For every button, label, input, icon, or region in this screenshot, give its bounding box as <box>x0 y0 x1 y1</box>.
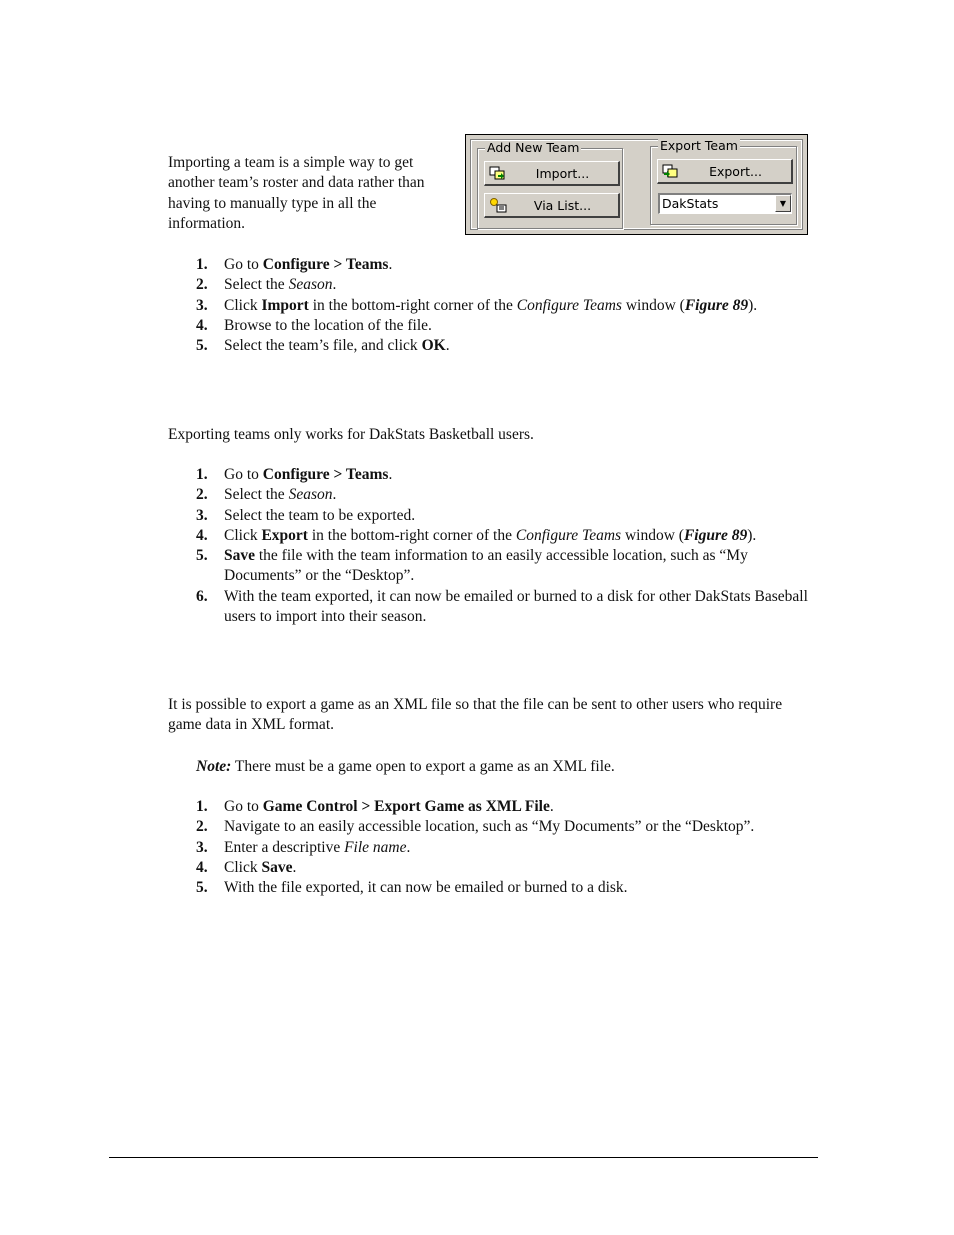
step-bold-text: Configure > Teams <box>262 466 389 483</box>
step-number: 1. <box>196 256 208 273</box>
step-number: 1. <box>196 798 208 815</box>
export-format-value: DakStats <box>662 196 719 211</box>
step-number: 2. <box>196 818 208 836</box>
step-number: 5. <box>196 337 208 355</box>
step-number: 5. <box>196 879 208 897</box>
via-list-button-label: Via List... <box>533 197 592 213</box>
step-text: . <box>406 838 411 856</box>
list-item <box>168 275 828 295</box>
list-item <box>168 506 828 526</box>
step-text: Select the <box>224 486 289 504</box>
step-italic-text: Season <box>288 276 333 294</box>
step-text: window ( <box>621 526 684 544</box>
list-item <box>168 878 828 898</box>
export-format-select[interactable] <box>658 193 792 214</box>
step-text: . <box>445 337 450 355</box>
step-text: Select the <box>224 276 289 294</box>
step-text: Click <box>224 526 262 544</box>
list-item <box>168 587 828 628</box>
step-text: ). <box>747 526 757 544</box>
step-number: 2. <box>196 276 208 294</box>
list-item <box>168 255 828 275</box>
list-item <box>168 546 828 587</box>
step-text: . <box>388 466 393 483</box>
add-new-team-label: Add New Team <box>487 140 580 155</box>
step-text: With the file exported, it can now be emailed or burned to a disk. <box>224 879 628 897</box>
step-text: Go to <box>224 466 263 483</box>
step-text: Select the team’s file, and click <box>224 337 422 355</box>
step-text: Select the team to be exported. <box>224 506 416 524</box>
step-figure-ref: Figure 89 <box>683 526 748 544</box>
step-text: . <box>549 798 554 815</box>
list-item <box>168 336 828 356</box>
add-list-icon <box>489 197 507 213</box>
list-item <box>168 817 828 837</box>
step-italic-text: File name <box>344 838 407 856</box>
step-italic-text: Configure Teams <box>515 526 622 544</box>
step-number: 2. <box>196 486 208 504</box>
export-icon <box>662 163 680 179</box>
step-number: 6. <box>196 587 208 605</box>
step-text: . <box>388 256 393 273</box>
step-text: With the team exported, it can now be emailed or burned to a disk for other DakStats Baseball users to import into their season. <box>224 587 808 626</box>
import-icon <box>489 165 507 181</box>
step-bold-text: Game Control > Export Game as XML File <box>262 798 550 815</box>
step-bold-text: Save <box>224 547 255 565</box>
step-figure-ref: Figure 89 <box>684 296 749 314</box>
step-number: 4. <box>196 858 208 876</box>
import-button[interactable] <box>484 161 620 186</box>
step-text: Go to <box>224 256 263 273</box>
footer-rule <box>109 1157 818 1158</box>
import-steps-list <box>168 255 828 356</box>
step-italic-text: Season <box>288 486 333 504</box>
step-text: window ( <box>621 296 685 314</box>
step-bold-text: Configure > Teams <box>262 256 389 273</box>
step-number: 3. <box>196 296 208 314</box>
xml-intro-paragraph: It is possible to export a game as an XML file so that the file can be sent to other users who require game data in XML format. <box>168 696 783 734</box>
export-team-group <box>650 138 797 225</box>
list-item <box>168 485 828 505</box>
export-team-label: Export Team <box>660 138 738 153</box>
list-item <box>168 858 828 878</box>
list-item <box>168 838 828 858</box>
step-text: Enter a descriptive <box>224 838 345 856</box>
team-import-export-dialog <box>465 134 808 235</box>
import-intro-paragraph: Importing a team is a simple way to get another team’s roster and data rather than having to manually type in all the information. <box>168 154 425 232</box>
step-text: the file with the team information to an easily accessible location, such as “My Documents” or the “Desktop”. <box>224 547 748 585</box>
step-text: Navigate to an easily accessible location, such as “My Documents” or the “Desktop”. <box>224 818 755 836</box>
step-text: ). <box>748 296 758 314</box>
step-text: . <box>332 486 337 504</box>
note-text: There must be a game open to export a game as an XML file. <box>231 758 615 775</box>
step-text: Click <box>224 296 262 314</box>
step-bold-text: Export <box>261 526 308 544</box>
list-item <box>168 797 828 817</box>
step-number: 3. <box>196 838 208 856</box>
step-number: 1. <box>196 466 208 483</box>
via-list-button[interactable] <box>484 193 620 218</box>
step-bold-text: OK <box>421 337 446 355</box>
step-number: 3. <box>196 506 208 524</box>
list-item <box>168 526 828 546</box>
export-button-label: Export... <box>709 163 762 179</box>
step-bold-text: Save <box>261 858 293 876</box>
step-text: Click <box>224 858 262 876</box>
step-text: . <box>292 858 297 876</box>
export-steps-list <box>168 465 828 627</box>
step-text: in the bottom-right corner of the <box>308 296 517 314</box>
step-number: 4. <box>196 316 208 334</box>
step-italic-text: Configure Teams <box>516 296 622 314</box>
note <box>196 757 615 777</box>
add-new-team-group <box>477 140 623 229</box>
step-number: 5. <box>196 547 208 565</box>
list-item <box>168 465 828 485</box>
step-text: Go to <box>224 798 263 815</box>
list-item <box>168 316 828 336</box>
step-text: Browse to the location of the file. <box>224 316 432 334</box>
step-bold-text: Import <box>261 296 309 314</box>
note-label: Note: <box>196 758 232 775</box>
dropdown-arrow-icon[interactable]: ▼ <box>775 195 791 212</box>
import-button-label: Import... <box>535 165 590 181</box>
step-number: 4. <box>196 526 208 544</box>
step-text: . <box>332 276 337 294</box>
list-item <box>168 296 828 316</box>
xml-steps-list <box>168 797 828 898</box>
step-text: in the bottom-right corner of the <box>307 526 516 544</box>
export-intro-paragraph: Exporting teams only works for DakStats Basketball users. <box>168 426 534 443</box>
export-button[interactable] <box>657 159 793 184</box>
